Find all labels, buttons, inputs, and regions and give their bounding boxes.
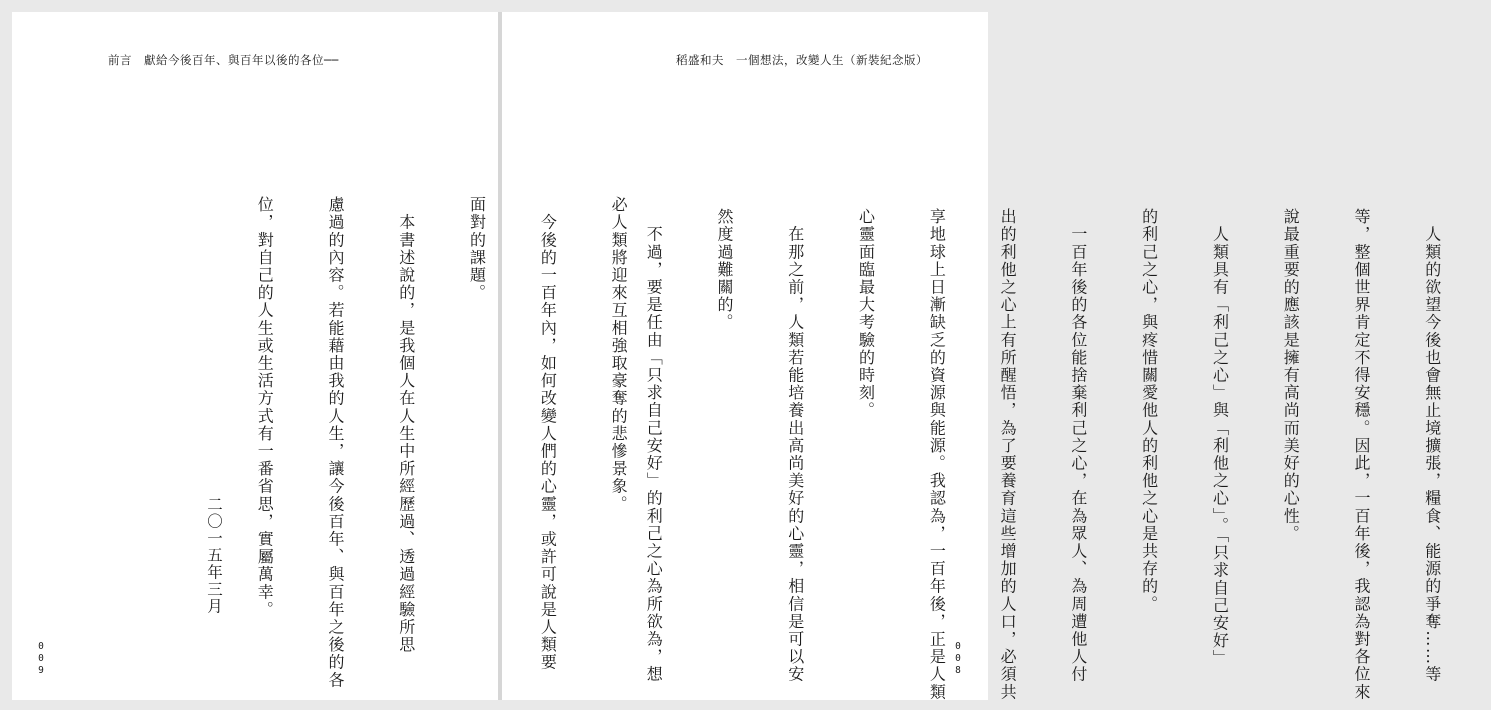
page-number-digit: 8 — [955, 665, 961, 676]
page-number-digit: 0 — [955, 653, 961, 664]
page-number-left — [36, 641, 46, 677]
body-line: 本書述說的，是我個人在人生中所經歷過、透過經驗所思 — [396, 196, 416, 654]
body-line: 人類具有「利己之心」與「利他之心」。「只求自己安好」 — [1210, 208, 1230, 668]
right-page-body — [618, 208, 1491, 701]
body-line: 說最重要的應該是擁有高尚而美好的心性。 — [1281, 208, 1301, 543]
body-line: 在那之前，人類若能培養出高尚美好的心靈，相信是可以安 — [785, 208, 805, 684]
page-number-digit: 9 — [38, 665, 44, 676]
body-line: 出的利他之心上有所醒悟，為了要養育這些增加的人口，必須共 — [998, 208, 1018, 701]
left-page-body — [229, 196, 677, 689]
body-line: 必人類將迎來互相強取豪奪的悲慘景象。 — [609, 196, 629, 513]
body-line: 面對的課題。 — [467, 196, 487, 302]
body-line: 心靈面臨最大考驗的時刻。 — [856, 208, 876, 420]
page-number-digit: 0 — [38, 641, 44, 652]
body-line: 位，對自己的人生或生活方式有一番省思，實屬萬幸。 — [255, 196, 275, 619]
running-head-right: 稻盛和夫 一個想法，改變人生（新裝紀念版） — [676, 53, 928, 67]
page-number-digit: 0 — [955, 641, 961, 652]
body-line: 不過，要是任由「只求自己安好」的利己之心為所欲為，想 — [644, 208, 664, 684]
page-number-right — [953, 641, 963, 677]
body-line: 然度過難關的。 — [714, 208, 734, 332]
signature-date: 二〇一五年三月 — [205, 496, 223, 615]
body-line: 人類的欲望今後也會無止境擴張，糧食、能源的爭奪……等 — [1422, 208, 1442, 684]
body-line: 享地球上日漸缺乏的資源與能源。我認為，一百年後，正是人類 — [927, 208, 947, 701]
page-number-digit: 0 — [38, 653, 44, 664]
running-head-left: 前言 獻給今後百年、與百年以後的各位── — [108, 53, 339, 67]
body-line: 等，整個世界肯定不得安穩。因此，一百年後，我認為對各位來 — [1352, 208, 1371, 701]
body-line: 慮過的內容。若能藉由我的人生，讓今後百年、與百年之後的各 — [325, 196, 345, 689]
body-line: 的利己之心，與疼惜關愛他人的利他之心是共存的。 — [1139, 208, 1159, 613]
body-line: 今後的一百年內，如何改變人們的心靈，或許可說是人類要 — [538, 196, 558, 672]
body-line: 一百年後的各位能捨棄利己之心，在為眾人、為周遭他人付 — [1068, 208, 1088, 684]
